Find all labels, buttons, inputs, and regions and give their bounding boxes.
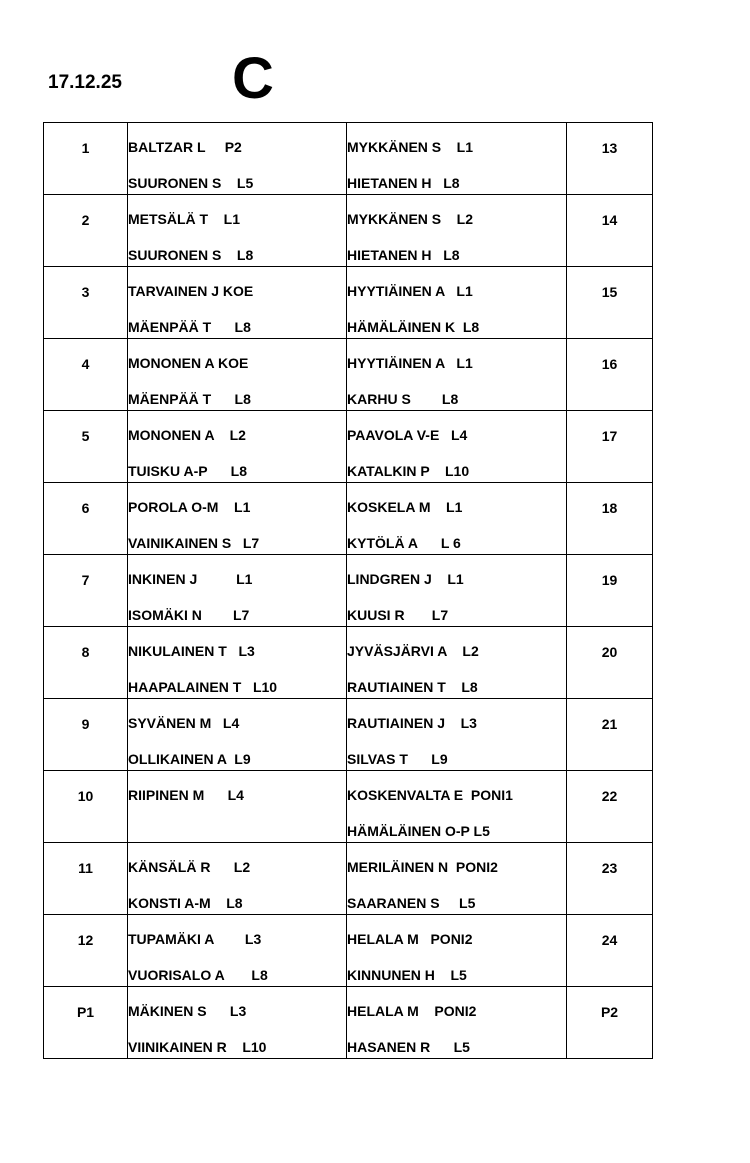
right-number-cell [567,771,653,843]
right-names-cell-line-1: MYKKÄNEN S L1 [347,139,474,155]
right-number-cell [567,195,653,267]
left-number-cell [44,195,128,267]
right-number-cell [567,411,653,483]
section-letter: C [232,46,274,111]
left-number-cell-value: 4 [81,356,90,372]
table-row [44,627,653,699]
right-names-cell-line-1: HELALA M PONI2 [347,931,473,947]
right-names-cell [347,483,567,555]
right-names-cell-line-1: JYVÄSJÄRVI A L2 [347,643,479,659]
right-names-cell [347,843,567,915]
table-row [44,411,653,483]
table-row [44,987,653,1059]
left-names-cell-line-2: KONSTI A-M L8 [128,895,243,911]
left-number-cell [44,915,128,987]
left-names-cell-line-2: HAAPALAINEN T L10 [128,679,278,695]
left-names-cell [128,123,347,195]
right-names-cell-line-1: MERILÄINEN N PONI2 [347,859,498,875]
table-row [44,699,653,771]
right-names-cell-line-2: HIETANEN H L8 [347,175,460,191]
right-number-cell-value: 22 [601,788,618,804]
right-names-cell-line-1: MYKKÄNEN S L2 [347,211,474,227]
left-names-cell [128,843,347,915]
left-names-cell-line-1: TARVAINEN J KOE [128,283,254,299]
left-names-cell [128,195,347,267]
right-names-cell-line-2: SAARANEN S L5 [347,895,476,911]
left-names-cell-line-2: ISOMÄKI N L7 [128,607,250,623]
right-names-cell [347,915,567,987]
left-names-cell-line-1: METSÄLÄ T L1 [128,211,240,227]
left-names-cell-line-1: MONONEN A KOE [128,355,249,371]
right-number-cell-value: 23 [601,860,618,876]
left-names-cell-line-2: VAINIKAINEN S L7 [128,535,260,551]
left-number-cell-value: 1 [81,140,90,156]
left-number-cell-value: 2 [81,212,90,228]
left-number-cell-value: 6 [81,500,90,516]
left-number-cell-value: 7 [81,572,90,588]
left-names-cell-line-2: SUURONEN S L8 [128,247,254,263]
right-number-cell [567,483,653,555]
left-names-cell-line-1: MÄKINEN S L3 [128,1003,247,1019]
left-names-cell-line-2: MÄENPÄÄ T L8 [128,319,251,335]
left-number-cell [44,699,128,771]
left-names-cell-line-2: OLLIKAINEN A L9 [128,751,251,767]
right-number-cell [567,627,653,699]
right-number-cell [567,555,653,627]
table-row [44,339,653,411]
right-names-cell-line-2: HASANEN R L5 [347,1039,470,1055]
left-number-cell [44,483,128,555]
right-names-cell-line-1: LINDGREN J L1 [347,571,464,587]
right-number-cell-value: 17 [601,428,618,444]
right-names-cell-line-2: KARHU S L8 [347,391,459,407]
left-names-cell [128,627,347,699]
right-names-cell-line-1: KOSKENVALTA E PONI1 [347,787,513,803]
right-names-cell [347,195,567,267]
left-number-cell-value: 10 [77,788,94,804]
right-number-cell [567,915,653,987]
right-number-cell-value: 18 [601,500,618,516]
left-number-cell [44,987,128,1059]
right-number-cell-value: P2 [600,1004,619,1020]
right-names-cell-line-1: HYYTIÄINEN A L1 [347,355,473,371]
right-names-cell-line-1: KOSKELA M L1 [347,499,463,515]
left-names-cell-line-1: INKINEN J L1 [128,571,253,587]
right-names-cell-line-2: HIETANEN H L8 [347,247,460,263]
left-names-cell-line-2: MÄENPÄÄ T L8 [128,391,251,407]
schedule-table [43,122,653,1059]
right-number-cell [567,123,653,195]
left-number-cell [44,411,128,483]
left-names-cell-line-1: NIKULAINEN T L3 [128,643,255,659]
left-names-cell-line-1: BALTZAR L P2 [128,139,242,155]
right-names-cell [347,411,567,483]
left-names-cell-line-2 [128,822,346,840]
table-row [44,771,653,843]
left-names-cell-line-2: TUISKU A-P L8 [128,463,248,479]
left-names-cell [128,555,347,627]
right-names-cell [347,771,567,843]
left-names-cell [128,483,347,555]
table-row [44,123,653,195]
left-names-cell-line-1: SYVÄNEN M L4 [128,715,240,731]
right-number-cell-value: 16 [601,356,618,372]
left-number-cell [44,123,128,195]
right-names-cell-line-1: HYYTIÄINEN A L1 [347,283,473,299]
left-names-cell [128,987,347,1059]
table-row [44,555,653,627]
left-names-cell-line-2: SUURONEN S L5 [128,175,254,191]
right-number-cell-value: 19 [601,572,618,588]
left-names-cell-line-1: TUPAMÄKI A L3 [128,931,262,947]
left-names-cell [128,915,347,987]
right-names-cell-line-2: HÄMÄLÄINEN K L8 [347,319,480,335]
right-names-cell-line-1: RAUTIAINEN J L3 [347,715,477,731]
table-row [44,843,653,915]
right-names-cell-line-2: KUUSI R L7 [347,607,449,623]
right-names-cell-line-2: KYTÖLÄ A L 6 [347,535,461,551]
right-names-cell-line-1: PAAVOLA V-E L4 [347,427,468,443]
right-names-cell-line-1: HELALA M PONI2 [347,1003,477,1019]
table-row [44,195,653,267]
right-number-cell-value: 14 [601,212,618,228]
right-names-cell [347,699,567,771]
right-names-cell-line-2: HÄMÄLÄINEN O-P L5 [347,823,490,839]
right-number-cell-value: 20 [601,644,618,660]
right-names-cell [347,339,567,411]
right-number-cell [567,267,653,339]
date-label: 17.12.25 [48,72,122,93]
right-number-cell [567,339,653,411]
right-names-cell [347,267,567,339]
left-number-cell-value: 8 [81,644,90,660]
left-names-cell-line-1: POROLA O-M L1 [128,499,251,515]
right-names-cell [347,627,567,699]
left-number-cell [44,843,128,915]
table-row [44,483,653,555]
right-names-cell-line-2: SILVAS T L9 [347,751,448,767]
table-row [44,267,653,339]
left-number-cell [44,339,128,411]
left-number-cell-value: 11 [78,860,93,876]
left-number-cell-value: 5 [81,428,90,444]
table-row [44,915,653,987]
right-number-cell [567,843,653,915]
left-names-cell [128,771,347,843]
left-names-cell-line-1: RIIPINEN M L4 [128,787,244,803]
right-names-cell [347,123,567,195]
schedule-body [44,123,653,1059]
left-names-cell [128,699,347,771]
left-names-cell-line-2: VUORISALO A L8 [128,967,268,983]
right-number-cell-value: 21 [601,716,618,732]
right-names-cell [347,987,567,1059]
right-number-cell-value: 13 [601,140,618,156]
left-names-cell [128,411,347,483]
left-number-cell-value: P1 [76,1004,95,1020]
left-number-cell [44,771,128,843]
left-number-cell [44,267,128,339]
left-names-cell [128,339,347,411]
right-names-cell [347,555,567,627]
right-number-cell-value: 15 [601,284,618,300]
left-names-cell-line-2: VIINIKAINEN R L10 [128,1039,267,1055]
right-names-cell-line-2: KATALKIN P L10 [347,463,470,479]
right-number-cell [567,987,653,1059]
left-names-cell-line-1: KÄNSÄLÄ R L2 [128,859,251,875]
left-number-cell-value: 9 [81,716,90,732]
right-number-cell [567,699,653,771]
left-number-cell-value: 12 [77,932,94,948]
right-names-cell-line-2: RAUTIAINEN T L8 [347,679,478,695]
left-names-cell [128,267,347,339]
left-names-cell-line-1: MONONEN A L2 [128,427,246,443]
left-number-cell [44,627,128,699]
right-names-cell-line-2: KINNUNEN H L5 [347,967,467,983]
left-number-cell [44,555,128,627]
left-number-cell-value: 3 [81,284,90,300]
right-number-cell-value: 24 [601,932,618,948]
